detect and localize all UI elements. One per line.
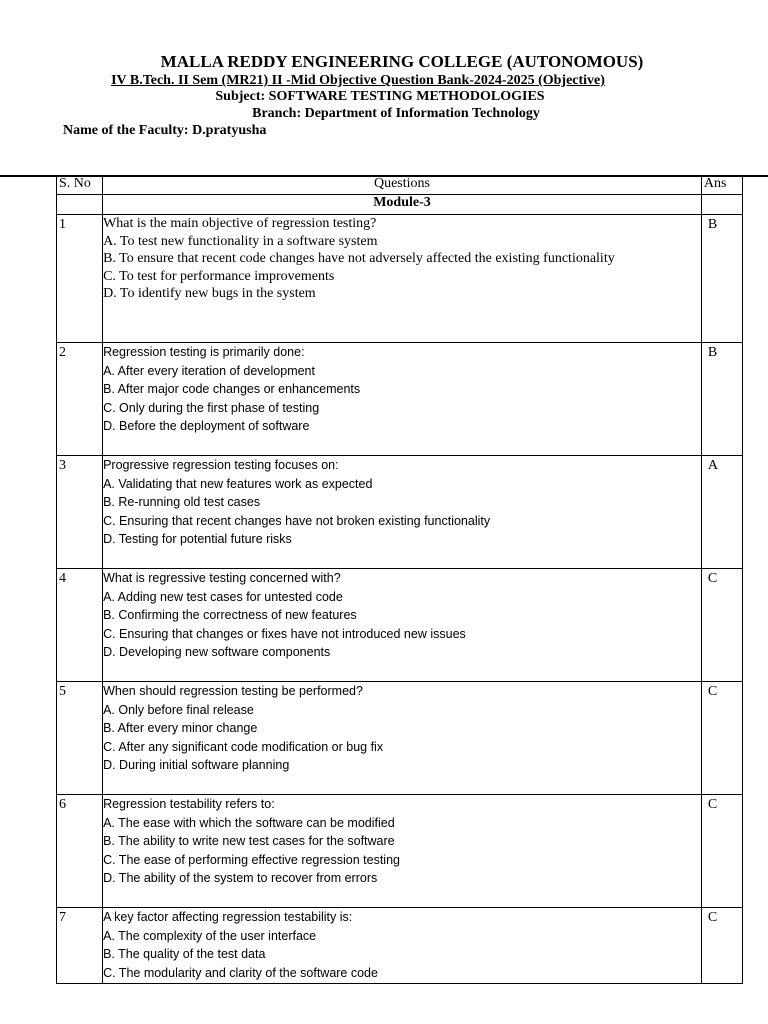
question-text: When should regression testing be performed? — [103, 684, 363, 698]
question-number: 5 — [59, 684, 66, 699]
question-cell — [103, 682, 702, 795]
option-a: A. After every iteration of development — [103, 363, 315, 378]
question-table — [56, 175, 743, 984]
answer: B — [707, 217, 718, 232]
question-cell — [103, 343, 702, 456]
exam-title: IV B.Tech. II Sem (MR21) II -Mid Objective Question Bank-2024-2025 (Objective) — [111, 73, 605, 88]
option-a: A. The ease with which the software can be modified — [103, 815, 395, 830]
question-text: Regression testing is primarily done: — [103, 345, 305, 359]
option-a: A. To test new functionality in a software system — [103, 233, 378, 249]
option-b: B. The quality of the test data — [103, 947, 266, 962]
option-b: B. After major code changes or enhancements — [103, 382, 361, 397]
table-row — [57, 682, 743, 795]
question-text: A key factor affecting regression testability is: — [103, 910, 353, 924]
table-row — [57, 795, 743, 908]
option-d: D. Testing for potential future risks — [103, 532, 292, 547]
option-b: B. Confirming the correctness of new features — [103, 608, 357, 623]
question-cell — [103, 456, 702, 569]
option-d: D. During initial software planning — [103, 758, 290, 773]
question-cell — [103, 569, 702, 682]
question-number: 6 — [59, 797, 66, 812]
answer: C — [707, 797, 718, 812]
option-a: A. Only before final release — [103, 702, 254, 717]
col-header-ans: Ans — [701, 176, 742, 195]
module-label: Module-3 — [103, 195, 702, 215]
question-number: 3 — [59, 458, 66, 473]
question-cell — [103, 908, 702, 984]
option-d: D. The ability of the system to recover from errors — [103, 871, 378, 886]
question-number: 7 — [59, 910, 66, 925]
subject-line: Subject: SOFTWARE TESTING METHODOLOGIES — [215, 89, 545, 104]
question-number: 4 — [59, 571, 66, 586]
answer: A — [707, 458, 719, 473]
module-row — [57, 195, 743, 215]
question-text: What is the main objective of regression testing? — [103, 216, 377, 231]
question-text: Progressive regression testing focuses on: — [103, 458, 339, 472]
table-row — [57, 215, 743, 343]
question-number: 1 — [59, 217, 66, 232]
answer: B — [707, 345, 718, 360]
question-cell — [103, 215, 702, 343]
col-header-sno: S. No — [57, 176, 103, 195]
option-d: D. Developing new software components — [103, 645, 331, 660]
question-text: What is regressive testing concerned with? — [103, 571, 341, 585]
option-c: C. Ensuring that recent changes have not broken existing functionality — [103, 513, 491, 528]
option-d: D. To identify new bugs in the system — [103, 286, 316, 302]
option-b: B. The ability to write new test cases for the software — [103, 834, 395, 849]
option-c: C. Only during the first phase of testing — [103, 400, 320, 415]
option-c: C. After any significant code modification or bug fix — [103, 739, 384, 754]
option-d: D. Before the deployment of software — [103, 419, 310, 434]
branch-line: Branch: Department of Information Technology — [252, 106, 540, 121]
option-c: C. The ease of performing effective regression testing — [103, 852, 400, 867]
table-row — [57, 343, 743, 456]
question-cell — [103, 795, 702, 908]
table-row — [57, 908, 743, 984]
question-number: 2 — [59, 345, 66, 360]
table-header-row — [57, 176, 743, 195]
option-a: A. Validating that new features work as expected — [103, 476, 373, 491]
option-c: C. To test for performance improvements — [103, 268, 335, 284]
table-row — [57, 569, 743, 682]
col-header-questions: Questions — [103, 176, 702, 195]
faculty-line: Name of the Faculty: D.pratyusha — [63, 123, 267, 138]
answer: C — [707, 571, 718, 586]
college-title: MALLA REDDY ENGINEERING COLLEGE (AUTONOMOUS) — [160, 52, 644, 71]
option-a: A. The complexity of the user interface — [103, 928, 317, 943]
answer: C — [707, 910, 718, 925]
option-b: B. To ensure that recent code changes have not adversely affected the existing functionality — [103, 251, 615, 267]
option-c: C. Ensuring that changes or fixes have not introduced new issues — [103, 626, 466, 641]
option-c: C. The modularity and clarity of the software code — [103, 965, 378, 980]
answer: C — [707, 684, 718, 699]
table-row — [57, 456, 743, 569]
option-a: A. Adding new test cases for untested code — [103, 589, 343, 604]
question-text: Regression testability refers to: — [103, 797, 275, 811]
option-b: B. Re-running old test cases — [103, 495, 261, 510]
option-b: B. After every minor change — [103, 721, 258, 736]
